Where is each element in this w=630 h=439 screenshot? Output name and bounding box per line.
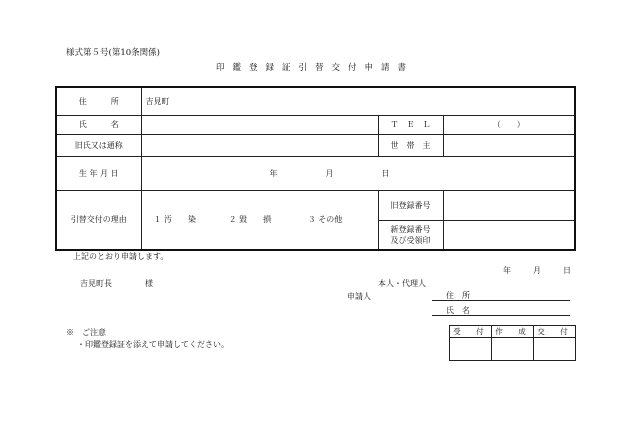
stamp-cell-issued[interactable] — [534, 338, 576, 361]
name-label: 氏 名 — [56, 115, 141, 134]
stamp-header-issued: 交 付 — [534, 326, 576, 338]
former-name-label: 旧氏又は通称 — [56, 134, 141, 156]
tel-field[interactable]: （ ） — [443, 115, 575, 134]
applicant-name-label: 氏 名 — [446, 306, 470, 315]
reason-label: 引替交付の理由 — [56, 190, 141, 250]
stamp-cell-created[interactable] — [492, 338, 534, 361]
new-reg-label — [378, 220, 443, 250]
applicant-label: 申請人 — [347, 292, 371, 301]
name-field[interactable] — [141, 115, 378, 134]
birthdate-field[interactable]: 年 月 日 — [141, 156, 575, 190]
householder-field[interactable] — [443, 134, 575, 156]
stamp-header-created: 作 成 — [492, 326, 534, 338]
application-table — [55, 86, 576, 251]
former-name-row — [56, 134, 575, 156]
addressee-name: 吉見町長 — [80, 279, 112, 288]
notes-item: ・印鑑登録証を添えて申請してください。 — [77, 340, 229, 349]
applicant-address-line[interactable] — [432, 300, 570, 301]
old-reg-label: 旧登録番号 — [378, 190, 443, 220]
office-stamp-box — [449, 325, 576, 361]
address-field[interactable]: 吉見町 — [141, 87, 575, 115]
new-reg-field[interactable] — [443, 220, 575, 250]
form-number: 様式第５号(第10条関係) — [66, 48, 160, 58]
applicant-type[interactable]: 本人・代理人 — [378, 279, 426, 288]
reason-option-2[interactable]: ２ 毀 損 — [228, 215, 272, 225]
stamp-header-received: 受 付 — [450, 326, 492, 338]
reason-option-1[interactable]: １ 汚 染 — [153, 215, 197, 225]
reason-row-top — [56, 190, 575, 220]
notes-heading: ※ ご注意 — [66, 328, 106, 337]
date-line[interactable]: 年 月 日 — [503, 266, 573, 275]
address-label: 住 所 — [56, 87, 141, 115]
birthdate-row — [56, 156, 575, 190]
form-title: 印鑑登録証引替交付申請書 — [215, 63, 414, 73]
declaration-text: 上記のとおり申請します。 — [73, 252, 169, 261]
reason-options — [141, 190, 378, 250]
reason-option-3[interactable]: ３ その他 — [307, 215, 343, 225]
householder-label: 世 帯 主 — [378, 134, 443, 156]
name-row — [56, 115, 575, 134]
old-reg-field[interactable] — [443, 190, 575, 220]
former-name-field[interactable] — [141, 134, 378, 156]
tel-label: Ｔ Ｅ Ｌ — [378, 115, 443, 134]
addressee-honorific: 様 — [145, 279, 153, 288]
new-reg-label-line1: 新登録番号 — [390, 224, 431, 234]
birthdate-label: 生 年 月 日 — [56, 156, 141, 190]
applicant-name-line[interactable] — [432, 315, 570, 316]
new-reg-label-line2: 及び受領印 — [390, 235, 431, 245]
address-row — [56, 87, 575, 115]
applicant-address-label: 住 所 — [446, 291, 470, 300]
stamp-cell-received[interactable] — [450, 338, 492, 361]
